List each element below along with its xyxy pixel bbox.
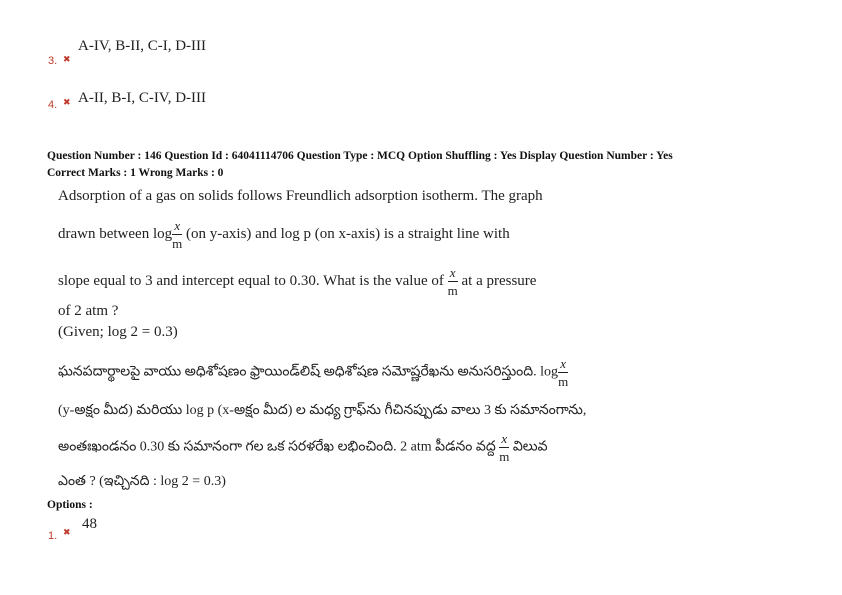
fraction-x-over-m <box>499 432 509 463</box>
question-en-line2-rest: (on y-axis) and log p (on x-axis) is a straight line with <box>182 225 510 242</box>
fraction-numerator: x <box>449 265 456 280</box>
question-te-line2: (y-అక్షం మీద) మరియు log p (x-అక్షం మీద) ల మధ్య గ్రాఫ్‌ను గీచినప్పుడు వాలు 3 కు సమానంగాను, <box>58 403 587 418</box>
question-en-line3-start: slope equal to 3 and intercept equal to 0.30. What is the value of <box>58 272 448 289</box>
question-meta-line1: Question Number : 146 Question Id : 64041114706 Question Type : MCQ Option Shuffling : Yes Display Question Number : Yes <box>47 150 673 162</box>
option-4-text: A-II, B-I, C-IV, D-III <box>78 90 207 106</box>
fraction-denominator: m <box>447 283 458 298</box>
option-4-number: 4. <box>48 99 58 111</box>
fraction-x-over-m <box>448 266 458 297</box>
question-en-line5: (Given; log 2 = 0.3) <box>58 324 178 340</box>
question-meta-line2: Correct Marks : 1 Wrong Marks : 0 <box>47 167 224 179</box>
wrong-mark-icon: ✖ <box>63 55 71 65</box>
question-en-line3 <box>58 266 536 297</box>
wrong-mark-icon: ✖ <box>63 98 71 108</box>
question-en-line4: of 2 atm ? <box>58 303 119 319</box>
fraction-x-over-m <box>172 219 182 250</box>
option-1-number: 1. <box>48 530 58 542</box>
log-text: drawn between log <box>58 225 173 242</box>
option-3-number: 3. <box>48 55 58 67</box>
fraction-numerator: x <box>501 431 508 446</box>
options-label: Options : <box>47 499 93 511</box>
fraction-denominator: m <box>499 449 510 464</box>
question-te-line1-text: ఘనపదార్థాలపై వాయు అధిశోషణం ఫ్రాయిండ్‌లిష్ అధిశోషణ సమోష్ణరేఖను అనుసరిస్తుంది. log <box>58 364 559 380</box>
wrong-mark-icon: ✖ <box>63 528 71 538</box>
question-en-line1: Adsorption of a gas on solids follows Freundlich adsorption isotherm. The graph <box>58 188 543 204</box>
fraction-x-over-m <box>558 357 568 388</box>
fraction-denominator: m <box>172 236 183 251</box>
question-en-line2 <box>58 219 510 250</box>
question-te-line3 <box>58 432 548 463</box>
option-3-text: A-IV, B-II, C-I, D-III <box>78 38 207 54</box>
option-1-text: 48 <box>82 516 97 532</box>
question-te-line4: ఎంత ? (ఇచ్చినది : log 2 = 0.3) <box>58 474 226 489</box>
fraction-numerator: x <box>560 356 567 371</box>
question-en-line3-end: at a pressure <box>457 272 537 289</box>
question-te-line3-end: విలువ <box>509 439 548 455</box>
fraction-numerator: x <box>174 218 181 233</box>
fraction-denominator: m <box>558 374 569 389</box>
question-te-line1 <box>58 357 568 388</box>
question-te-line3-start: అంతఃఖండనం 0.30 కు సమానంగా గల ఒక సరళరేఖ లభించింది. 2 atm పీడనం వద్ద <box>58 439 500 455</box>
